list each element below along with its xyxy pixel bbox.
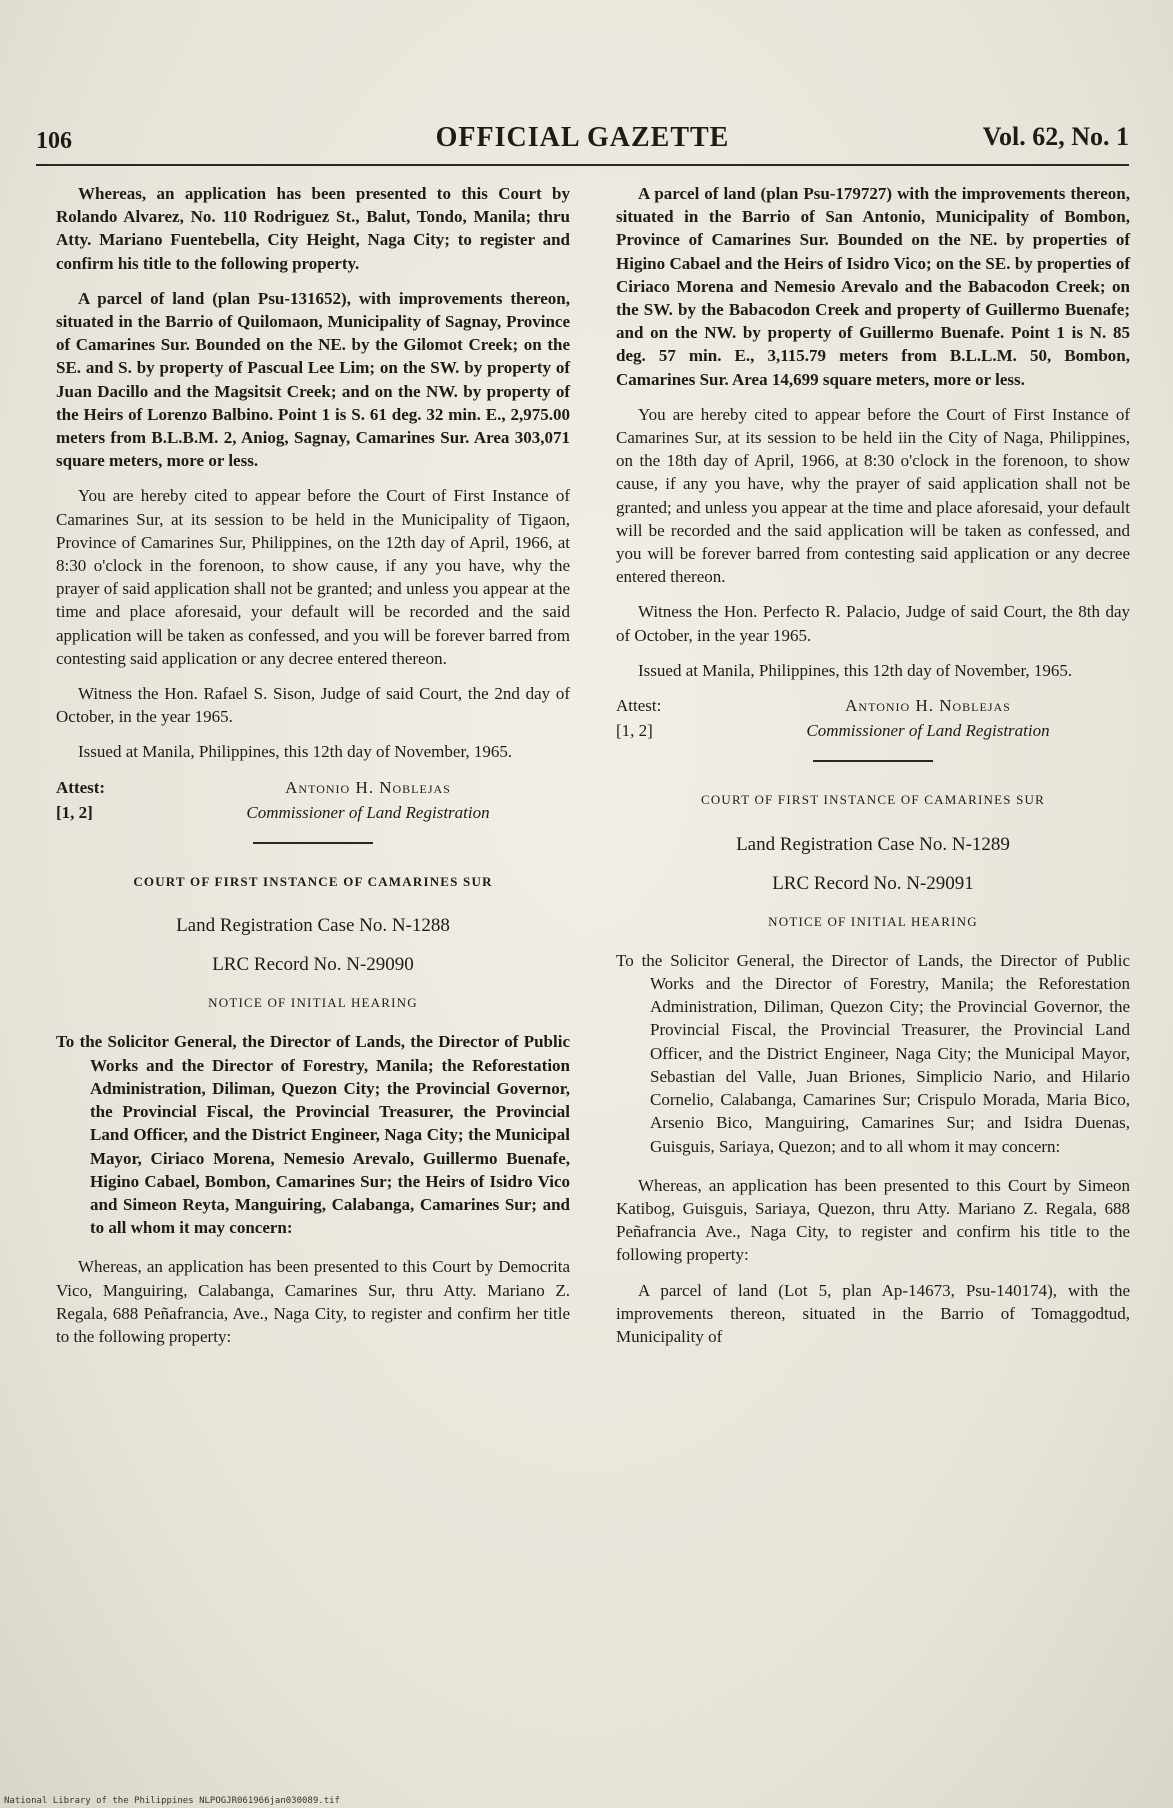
notice2-heading: NOTICE OF INITIAL HEARING [208, 995, 418, 1011]
page-header [36, 118, 1129, 166]
attest-label: Attest: [616, 696, 662, 716]
right-column [616, 182, 1130, 1360]
notice3-parcel: A parcel of land (Lot 5, plan Ap-14673, Psu-140174), with the improvements thereon, situated in the Barrio of Tomaggodtud, Municipality of [616, 1280, 1130, 1346]
notice3-court: COURT OF FIRST INSTANCE OF CAMARINES SUR [700, 792, 1046, 808]
notice2-witness: Witness the Hon. Perfecto R. Palacio, Judge of said Court, the 8th day of October, in the year 1965. [616, 602, 1130, 645]
notice2-whereas: Whereas, an application has been presented to this Court by Democrita Vico, Manguiring, Calabanga, Camarines Sur, thru Atty. Mariano Z. Regala, 688 Peñafrancia, Ave., Naga City, to register and confirm her title to the following property: [56, 1257, 570, 1346]
notice2-court: COURT OF FIRST INSTANCE OF CAMARINES SUR [133, 874, 493, 890]
left-column [56, 182, 570, 1360]
scan-footer: National Library of the Philippines NLPOGJR061966jan030089.tif [4, 1796, 340, 1806]
volume-number: Vol. 62, No. 1 [982, 122, 1129, 151]
notice1-issued: Issued at Manila, Philippines, this 12th day of November, 1965. [78, 742, 513, 762]
notice3-record-number: LRC Record No. N-29091 [772, 872, 974, 894]
attest-ref: [1, 2] [616, 721, 653, 741]
notice3-whereas: Whereas, an application has been presented to this Court by Simeon Katibog, Guisguis, Sariaya, Quezon, thru Atty. Mariano Z. Regala, 688 Peñafrancia Ave., Naga City, to register and confirm his title to the following property: [616, 1175, 1130, 1265]
notice2-addressees: To the Solicitor General, the Director of Lands, the Director of Public Works and the Director of Forestry, Manila; the Reforestation Administration, Diliman, Quezon City; the Provincial Governor, the Provincial Fiscal, the Provincial Treasurer, the Provincial Land Officer, and the District Engineer, Naga City; the Municipal Mayor, Ciriaco Morena, Nemesio Arevalo, Guillermo Buenafe, Higino Cabael, Bombon, Camarines Sur; the Heirs of Isidro Vico and Simeon Reyta, Manguiring, Calabanga, Camarines Sur; and to all whom it may concern: [56, 1032, 570, 1238]
notice1-witness: Witness the Hon. Rafael S. Sison, Judge of said Court, the 2nd day of October, in the year 1965. [56, 684, 570, 727]
notice2-issued: Issued at Manila, Philippines, this 12th day of November, 1965. [638, 660, 1073, 680]
notice1-whereas: Whereas, an application has been presented to this Court by Rolando Alvarez, No. 110 Rodriguez St., Balut, Tondo, Manila; thru Atty. Mariano Fuentebella, City Height, Naga City; to register and confirm his title to the following property. [56, 184, 570, 273]
page-number: 106 [36, 128, 72, 154]
attest-label: Attest: [56, 777, 106, 797]
notice2-cited: You are hereby cited to appear before the Court of First Instance of Camarines Sur, at its session to be held iin the City of Naga, Philippines, on the 18th day of April, 1966, at 8:30 o'clock in the forenoon, to show cause, if any you have, why the prayer of said application shall not be granted; and unless you appear at the time and place aforesaid, your default will be recorded and the said application will be taken as confessed, and you will be forever barred from contesting said application or any decree entered thereon. [616, 404, 1130, 587]
notice1-attest [56, 776, 570, 824]
attest-ref: [1, 2] [56, 802, 93, 822]
notice2-parcel: A parcel of land (plan Psu-179727) with the improvements thereon, situated in the Barrio of San Antonio, Municipality of Bombon, Province of Camarines Sur. Bounded on the NE. by properties of Higino Cabael and the Heirs of Isidro Vico; on the SE. by properties of Ciriaco Morena and Nemesio Arevalo and the Babacodon Creek; on the SW. by the Babacodon Creek and property of Guillermo Buenafe; and on the NW. by property of Guillermo Buenafe. Point 1 is N. 85 deg. 57 min. E., 3,115.79 meters from B.L.L.M. 50, Bombon, Camarines Sur. Area 14,699 square meters, more or less. [616, 184, 1130, 389]
notice3-addressees: To the Solicitor General, the Director of Lands, the Director of Public Works and the Director of Forestry, Manila; the Reforestation Administration, Diliman, Quezon City; the Provincial Governor, the Provincial Fiscal, the Provincial Treasurer, the Provincial Land Officer, and the District Engineer, Naga City; the Municipal Mayor, Sebastian del Valle, Juan Briones, Simplicio Nario, and Hilario Cornelio, Calabanga, Camarines Sur; Crispulo Morada, Maria Bico, Arsenio Bico, Manguiring, Camarines Sur; and Isidra Duenas, Guisguis, Sariaya, Quezon; and to all whom it may concern: [616, 950, 1130, 1156]
notice2-attest [616, 694, 1130, 742]
publication-title: OFFICIAL GAZETTE [435, 122, 730, 153]
attest-name: Antonio H. Noblejas [845, 696, 1011, 716]
section-divider [813, 760, 933, 762]
notice1-parcel: A parcel of land (plan Psu-131652), with improvements thereon, situated in the Barrio of Quilomaon, Municipality of Sagnay, Province of Camarines Sur. Bounded on the NE. by the Gilomot Creek; on the SE. and S. by property of Pascual Lee Lim; on the SW. by property of Juan Dacillo and the Magsitsit Creek; and on the NW. by property of the Heirs of Lorenzo Balbino. Point 1 is S. 61 deg. 32 min. E., 2,975.00 meters from B.L.B.M. 2, Aniog, Sagnay, Camarines Sur. Area 303,071 square meters, more or less. [56, 288, 570, 471]
notice2-case-number: Land Registration Case No. N-1288 [176, 915, 450, 937]
notice3-heading: NOTICE OF INITIAL HEARING [768, 913, 978, 929]
notice2-record-number: LRC Record No. N-29090 [212, 954, 414, 976]
notice1-cited: You are hereby cited to appear before the Court of First Instance of Camarines Sur, at its session to be held in the Municipality of Tigaon, Province of Camarines Sur, Philippines, on the 12th day of April, 1966, at 8:30 o'clock in the forenoon, to show cause, if any you have, why the prayer of said application shall not be granted; and unless you appear at the time and place aforesaid, your default will be recorded and the said application will be taken as confessed, and you will be forever barred from contesting said application or any decree entered thereon. [56, 486, 570, 668]
attest-name: Antonio H. Noblejas [285, 777, 451, 797]
attest-role: Commissioner of Land Registration [246, 802, 490, 822]
section-divider [253, 842, 373, 844]
notice3-case-number: Land Registration Case No. N-1289 [736, 833, 1010, 855]
attest-role: Commissioner of Land Registration [806, 721, 1050, 741]
